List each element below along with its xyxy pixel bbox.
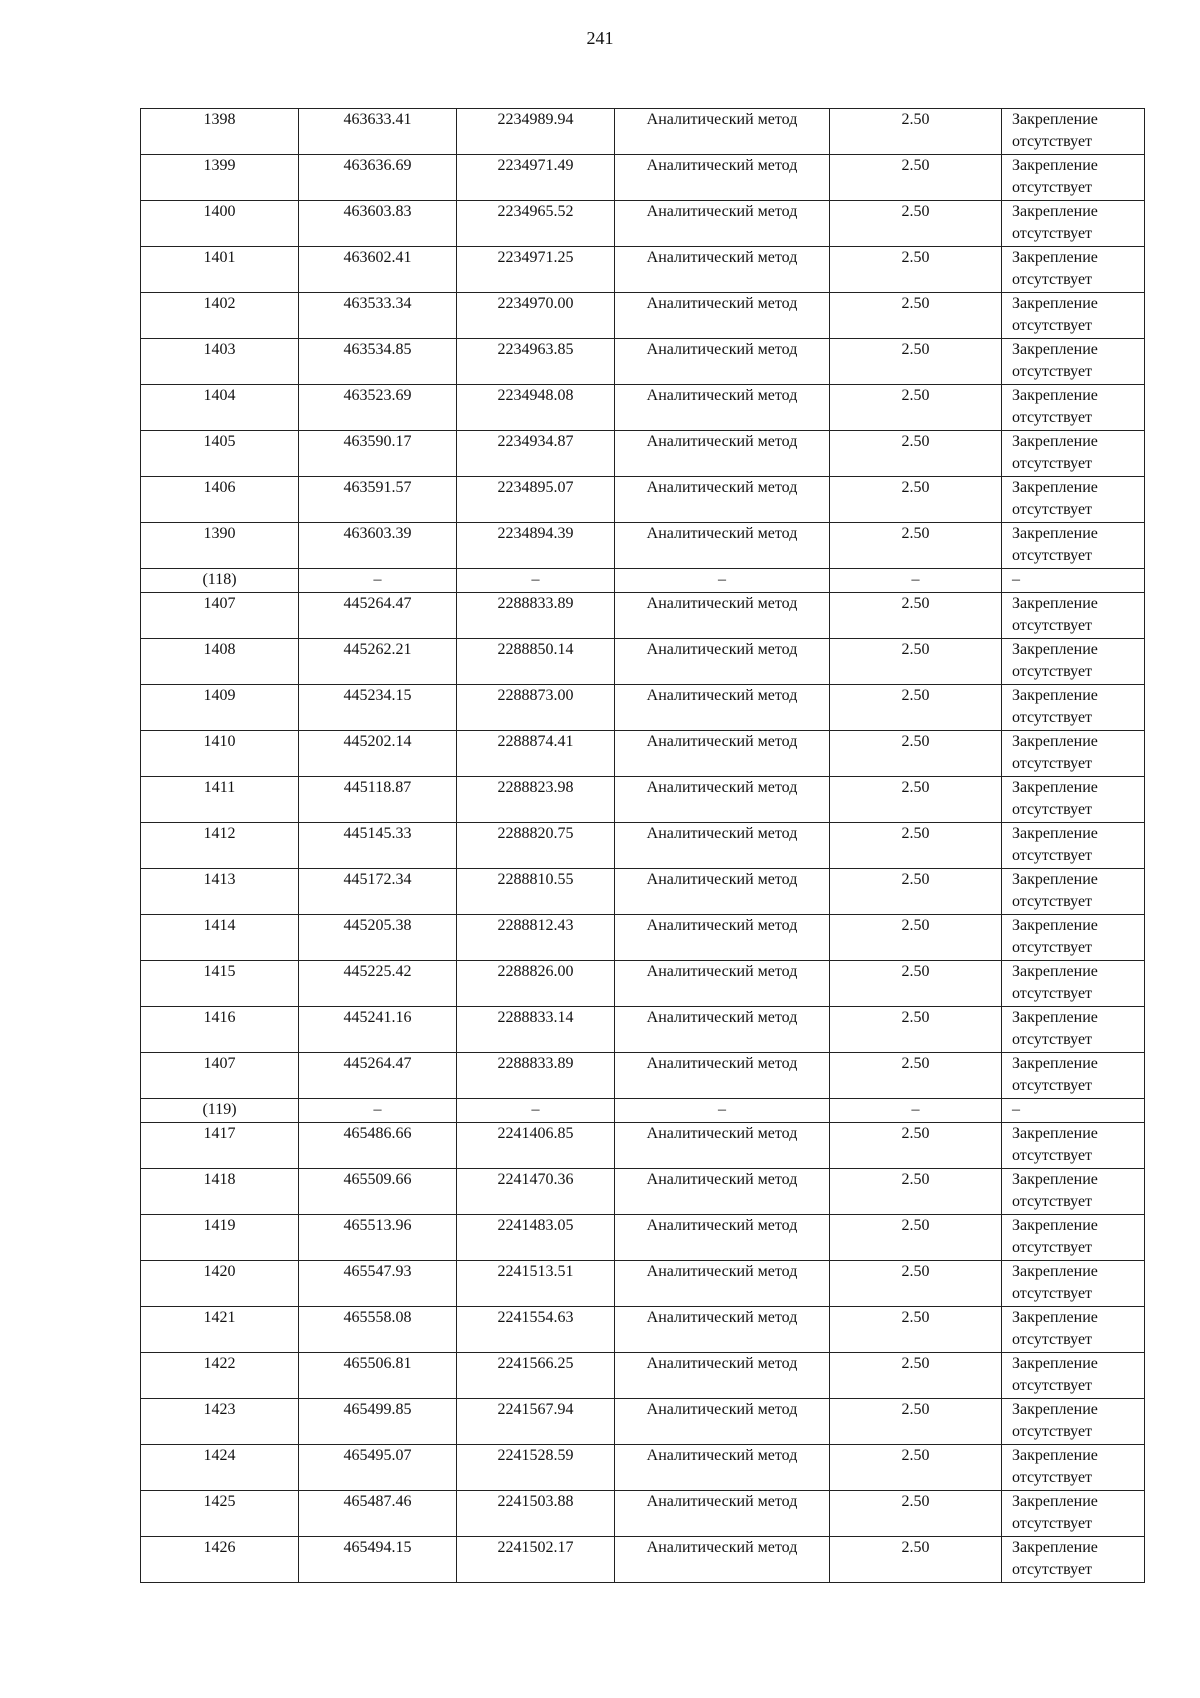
- precision-cell: 2.50: [830, 639, 1002, 685]
- y-coordinate-cell: 2234965.52: [457, 201, 615, 247]
- table-row: [141, 1169, 1145, 1215]
- fixation-line-1: Закрепление: [1012, 525, 1098, 542]
- precision-cell: 2.50: [830, 1169, 1002, 1215]
- method-cell: Аналитический метод: [615, 1261, 830, 1307]
- table-row: [141, 477, 1145, 523]
- method-cell: Аналитический метод: [615, 1169, 830, 1215]
- point-id-cell: 1413: [141, 869, 299, 915]
- fixation-line-2: отсутствует: [1012, 133, 1093, 150]
- fixation-line-2: отсутствует: [1012, 709, 1093, 726]
- method-cell: Аналитический метод: [615, 109, 830, 155]
- fixation-line-1: Закрепление: [1012, 433, 1098, 450]
- table-row: [141, 1307, 1145, 1353]
- x-coordinate-cell: 463591.57: [299, 477, 457, 523]
- separator-dash: –: [299, 1099, 457, 1123]
- fixation-cell: [1002, 915, 1145, 961]
- method-cell: Аналитический метод: [615, 1399, 830, 1445]
- point-id-cell: 1421: [141, 1307, 299, 1353]
- method-cell: Аналитический метод: [615, 731, 830, 777]
- table-row: [141, 685, 1145, 731]
- fixation-line-2: отсутствует: [1012, 179, 1093, 196]
- precision-cell: 2.50: [830, 523, 1002, 569]
- precision-cell: 2.50: [830, 823, 1002, 869]
- method-cell: Аналитический метод: [615, 915, 830, 961]
- fixation-line-2: отсутствует: [1012, 939, 1093, 956]
- point-id-cell: 1412: [141, 823, 299, 869]
- fixation-line-2: отсутствует: [1012, 1377, 1093, 1394]
- precision-cell: 2.50: [830, 961, 1002, 1007]
- fixation-line-1: Закрепление: [1012, 1401, 1098, 1418]
- table-row: [141, 1537, 1145, 1583]
- x-coordinate-cell: 465506.81: [299, 1353, 457, 1399]
- x-coordinate-cell: 445118.87: [299, 777, 457, 823]
- table-row: [141, 961, 1145, 1007]
- fixation-line-2: отсутствует: [1012, 1147, 1093, 1164]
- method-cell: Аналитический метод: [615, 777, 830, 823]
- y-coordinate-cell: 2234934.87: [457, 431, 615, 477]
- fixation-cell: [1002, 1307, 1145, 1353]
- fixation-cell: [1002, 1537, 1145, 1583]
- method-cell: Аналитический метод: [615, 523, 830, 569]
- separator-dash: –: [457, 1099, 615, 1123]
- y-coordinate-cell: 2234895.07: [457, 477, 615, 523]
- fixation-line-1: Закрепление: [1012, 1125, 1098, 1142]
- point-id-cell: 1411: [141, 777, 299, 823]
- table-row: [141, 1491, 1145, 1537]
- fixation-cell: [1002, 1353, 1145, 1399]
- fixation-line-1: Закрепление: [1012, 917, 1098, 934]
- fixation-line-1: Закрепление: [1012, 111, 1098, 128]
- fixation-line-1: Закрепление: [1012, 1217, 1098, 1234]
- y-coordinate-cell: 2241502.17: [457, 1537, 615, 1583]
- point-id-cell: 1415: [141, 961, 299, 1007]
- precision-cell: 2.50: [830, 1053, 1002, 1099]
- fixation-line-2: отсутствует: [1012, 1031, 1093, 1048]
- method-cell: Аналитический метод: [615, 593, 830, 639]
- fixation-line-1: Закрепление: [1012, 825, 1098, 842]
- x-coordinate-cell: 445262.21: [299, 639, 457, 685]
- fixation-cell: [1002, 109, 1145, 155]
- method-cell: Аналитический метод: [615, 869, 830, 915]
- fixation-line-2: отсутствует: [1012, 985, 1093, 1002]
- point-id-cell: 1422: [141, 1353, 299, 1399]
- x-coordinate-cell: 465487.46: [299, 1491, 457, 1537]
- table-row: [141, 523, 1145, 569]
- table-row: [141, 247, 1145, 293]
- table-row: [141, 1053, 1145, 1099]
- x-coordinate-cell: 445234.15: [299, 685, 457, 731]
- method-cell: Аналитический метод: [615, 823, 830, 869]
- precision-cell: 2.50: [830, 385, 1002, 431]
- x-coordinate-cell: 465495.07: [299, 1445, 457, 1491]
- method-cell: Аналитический метод: [615, 1445, 830, 1491]
- fixation-cell: [1002, 201, 1145, 247]
- separator-dash: –: [830, 1099, 1002, 1123]
- fixation-cell: [1002, 1123, 1145, 1169]
- fixation-cell: [1002, 1053, 1145, 1099]
- table-row: [141, 823, 1145, 869]
- fixation-line-2: отсутствует: [1012, 847, 1093, 864]
- y-coordinate-cell: 2241513.51: [457, 1261, 615, 1307]
- x-coordinate-cell: 465513.96: [299, 1215, 457, 1261]
- point-id-cell: 1408: [141, 639, 299, 685]
- fixation-line-1: Закрепление: [1012, 1355, 1098, 1372]
- x-coordinate-cell: 463523.69: [299, 385, 457, 431]
- precision-cell: 2.50: [830, 869, 1002, 915]
- fixation-cell: [1002, 961, 1145, 1007]
- fixation-cell: [1002, 1445, 1145, 1491]
- x-coordinate-cell: 445225.42: [299, 961, 457, 1007]
- method-cell: Аналитический метод: [615, 1215, 830, 1261]
- y-coordinate-cell: 2241470.36: [457, 1169, 615, 1215]
- precision-cell: 2.50: [830, 1399, 1002, 1445]
- precision-cell: 2.50: [830, 1445, 1002, 1491]
- x-coordinate-cell: 445205.38: [299, 915, 457, 961]
- fixation-line-1: Закрепление: [1012, 1263, 1098, 1280]
- y-coordinate-cell: 2241483.05: [457, 1215, 615, 1261]
- x-coordinate-cell: 463590.17: [299, 431, 457, 477]
- fixation-line-2: отсутствует: [1012, 755, 1093, 772]
- y-coordinate-cell: 2234894.39: [457, 523, 615, 569]
- page-number: 241: [586, 28, 614, 48]
- point-id-cell: 1410: [141, 731, 299, 777]
- y-coordinate-cell: 2241566.25: [457, 1353, 615, 1399]
- fixation-line-1: Закрепление: [1012, 963, 1098, 980]
- precision-cell: 2.50: [830, 201, 1002, 247]
- point-id-cell: 1398: [141, 109, 299, 155]
- fixation-line-2: отсутствует: [1012, 1561, 1093, 1578]
- section-label: (118): [141, 569, 299, 593]
- point-id-cell: 1414: [141, 915, 299, 961]
- fixation-line-2: отсутствует: [1012, 663, 1093, 680]
- precision-cell: 2.50: [830, 593, 1002, 639]
- fixation-line-2: отсутствует: [1012, 617, 1093, 634]
- method-cell: Аналитический метод: [615, 1491, 830, 1537]
- x-coordinate-cell: 465494.15: [299, 1537, 457, 1583]
- table-row: [141, 431, 1145, 477]
- method-cell: Аналитический метод: [615, 685, 830, 731]
- fixation-cell: [1002, 477, 1145, 523]
- precision-cell: 2.50: [830, 685, 1002, 731]
- method-cell: Аналитический метод: [615, 385, 830, 431]
- point-id-cell: 1407: [141, 593, 299, 639]
- y-coordinate-cell: 2234971.49: [457, 155, 615, 201]
- precision-cell: 2.50: [830, 477, 1002, 523]
- method-cell: Аналитический метод: [615, 1007, 830, 1053]
- fixation-cell: [1002, 731, 1145, 777]
- fixation-line-1: Закрепление: [1012, 1171, 1098, 1188]
- y-coordinate-cell: 2288833.14: [457, 1007, 615, 1053]
- section-separator-row: [141, 1099, 1145, 1123]
- method-cell: Аналитический метод: [615, 1123, 830, 1169]
- table-row: [141, 777, 1145, 823]
- y-coordinate-cell: 2288874.41: [457, 731, 615, 777]
- point-id-cell: 1406: [141, 477, 299, 523]
- table-row: [141, 639, 1145, 685]
- fixation-line-2: отсутствует: [1012, 547, 1093, 564]
- x-coordinate-cell: 445241.16: [299, 1007, 457, 1053]
- method-cell: Аналитический метод: [615, 293, 830, 339]
- point-id-cell: 1425: [141, 1491, 299, 1537]
- point-id-cell: 1409: [141, 685, 299, 731]
- x-coordinate-cell: 445264.47: [299, 1053, 457, 1099]
- fixation-line-1: Закрепление: [1012, 341, 1098, 358]
- y-coordinate-cell: 2234948.08: [457, 385, 615, 431]
- fixation-line-1: Закрепление: [1012, 479, 1098, 496]
- table-row: [141, 1261, 1145, 1307]
- fixation-cell: [1002, 1261, 1145, 1307]
- fixation-line-1: Закрепление: [1012, 779, 1098, 796]
- fixation-line-1: Закрепление: [1012, 387, 1098, 404]
- x-coordinate-cell: 465486.66: [299, 1123, 457, 1169]
- x-coordinate-cell: 445264.47: [299, 593, 457, 639]
- separator-dash: –: [1002, 1099, 1145, 1123]
- y-coordinate-cell: 2234970.00: [457, 293, 615, 339]
- separator-dash: –: [615, 569, 830, 593]
- fixation-cell: [1002, 1169, 1145, 1215]
- point-id-cell: 1401: [141, 247, 299, 293]
- method-cell: Аналитический метод: [615, 339, 830, 385]
- fixation-line-1: Закрепление: [1012, 871, 1098, 888]
- y-coordinate-cell: 2288850.14: [457, 639, 615, 685]
- section-label: (119): [141, 1099, 299, 1123]
- table-row: [141, 1399, 1145, 1445]
- y-coordinate-cell: 2241528.59: [457, 1445, 615, 1491]
- fixation-line-2: отсутствует: [1012, 363, 1093, 380]
- point-id-cell: 1423: [141, 1399, 299, 1445]
- point-id-cell: 1390: [141, 523, 299, 569]
- method-cell: Аналитический метод: [615, 1537, 830, 1583]
- fixation-cell: [1002, 1215, 1145, 1261]
- precision-cell: 2.50: [830, 1353, 1002, 1399]
- fixation-line-2: отсутствует: [1012, 1239, 1093, 1256]
- fixation-line-2: отсутствует: [1012, 801, 1093, 818]
- fixation-cell: [1002, 247, 1145, 293]
- precision-cell: 2.50: [830, 339, 1002, 385]
- fixation-cell: [1002, 1491, 1145, 1537]
- table-row: [141, 1007, 1145, 1053]
- separator-dash: –: [615, 1099, 830, 1123]
- precision-cell: 2.50: [830, 1307, 1002, 1353]
- point-id-cell: 1404: [141, 385, 299, 431]
- fixation-line-1: Закрепление: [1012, 641, 1098, 658]
- point-id-cell: 1426: [141, 1537, 299, 1583]
- x-coordinate-cell: 445172.34: [299, 869, 457, 915]
- point-id-cell: 1403: [141, 339, 299, 385]
- fixation-line-2: отсутствует: [1012, 501, 1093, 518]
- precision-cell: 2.50: [830, 915, 1002, 961]
- method-cell: Аналитический метод: [615, 639, 830, 685]
- method-cell: Аналитический метод: [615, 1353, 830, 1399]
- fixation-line-2: отсутствует: [1012, 1331, 1093, 1348]
- precision-cell: 2.50: [830, 1007, 1002, 1053]
- method-cell: Аналитический метод: [615, 1307, 830, 1353]
- fixation-line-2: отсутствует: [1012, 893, 1093, 910]
- fixation-line-2: отсутствует: [1012, 1469, 1093, 1486]
- fixation-line-2: отсутствует: [1012, 1077, 1093, 1094]
- table-row: [141, 293, 1145, 339]
- precision-cell: 2.50: [830, 1491, 1002, 1537]
- section-separator-row: [141, 569, 1145, 593]
- point-id-cell: 1400: [141, 201, 299, 247]
- point-id-cell: 1407: [141, 1053, 299, 1099]
- x-coordinate-cell: 465547.93: [299, 1261, 457, 1307]
- fixation-line-1: Закрепление: [1012, 1493, 1098, 1510]
- method-cell: Аналитический метод: [615, 431, 830, 477]
- point-id-cell: 1399: [141, 155, 299, 201]
- precision-cell: 2.50: [830, 109, 1002, 155]
- fixation-line-1: Закрепление: [1012, 203, 1098, 220]
- method-cell: Аналитический метод: [615, 961, 830, 1007]
- x-coordinate-cell: 463533.34: [299, 293, 457, 339]
- fixation-line-2: отсутствует: [1012, 271, 1093, 288]
- y-coordinate-cell: 2234971.25: [457, 247, 615, 293]
- fixation-line-1: Закрепление: [1012, 157, 1098, 174]
- point-id-cell: 1418: [141, 1169, 299, 1215]
- fixation-line-2: отсутствует: [1012, 1515, 1093, 1532]
- table-row: [141, 339, 1145, 385]
- fixation-cell: [1002, 385, 1145, 431]
- fixation-cell: [1002, 639, 1145, 685]
- table-row: [141, 1353, 1145, 1399]
- fixation-line-1: Закрепление: [1012, 1055, 1098, 1072]
- fixation-cell: [1002, 339, 1145, 385]
- fixation-line-1: Закрепление: [1012, 1447, 1098, 1464]
- fixation-line-1: Закрепление: [1012, 1539, 1098, 1556]
- precision-cell: 2.50: [830, 1261, 1002, 1307]
- y-coordinate-cell: 2234963.85: [457, 339, 615, 385]
- precision-cell: 2.50: [830, 731, 1002, 777]
- fixation-cell: [1002, 293, 1145, 339]
- table-row: [141, 201, 1145, 247]
- method-cell: Аналитический метод: [615, 201, 830, 247]
- x-coordinate-cell: 463603.39: [299, 523, 457, 569]
- point-id-cell: 1416: [141, 1007, 299, 1053]
- x-coordinate-cell: 465499.85: [299, 1399, 457, 1445]
- y-coordinate-cell: 2241503.88: [457, 1491, 615, 1537]
- y-coordinate-cell: 2288873.00: [457, 685, 615, 731]
- y-coordinate-cell: 2241554.63: [457, 1307, 615, 1353]
- fixation-line-1: Закрепление: [1012, 1009, 1098, 1026]
- fixation-line-1: Закрепление: [1012, 249, 1098, 266]
- fixation-cell: [1002, 869, 1145, 915]
- fixation-cell: [1002, 593, 1145, 639]
- x-coordinate-cell: 465558.08: [299, 1307, 457, 1353]
- point-id-cell: 1419: [141, 1215, 299, 1261]
- fixation-line-2: отсутствует: [1012, 225, 1093, 242]
- fixation-line-2: отсутствует: [1012, 1285, 1093, 1302]
- table-row: [141, 385, 1145, 431]
- coordinates-table: [140, 108, 1145, 1583]
- separator-dash: –: [1002, 569, 1145, 593]
- x-coordinate-cell: 463603.83: [299, 201, 457, 247]
- x-coordinate-cell: 463636.69: [299, 155, 457, 201]
- separator-dash: –: [457, 569, 615, 593]
- table-row: [141, 109, 1145, 155]
- precision-cell: 2.50: [830, 155, 1002, 201]
- y-coordinate-cell: 2288810.55: [457, 869, 615, 915]
- table-row: [141, 915, 1145, 961]
- table-row: [141, 593, 1145, 639]
- point-id-cell: 1417: [141, 1123, 299, 1169]
- fixation-line-2: отсутствует: [1012, 409, 1093, 426]
- fixation-line-1: Закрепление: [1012, 1309, 1098, 1326]
- coordinates-table-body: [141, 109, 1145, 1583]
- method-cell: Аналитический метод: [615, 1053, 830, 1099]
- x-coordinate-cell: 445145.33: [299, 823, 457, 869]
- precision-cell: 2.50: [830, 1123, 1002, 1169]
- x-coordinate-cell: 463633.41: [299, 109, 457, 155]
- y-coordinate-cell: 2241406.85: [457, 1123, 615, 1169]
- x-coordinate-cell: 445202.14: [299, 731, 457, 777]
- fixation-line-2: отсутствует: [1012, 1193, 1093, 1210]
- fixation-line-1: Закрепление: [1012, 733, 1098, 750]
- fixation-cell: [1002, 685, 1145, 731]
- table-row: [141, 731, 1145, 777]
- fixation-cell: [1002, 155, 1145, 201]
- fixation-cell: [1002, 823, 1145, 869]
- fixation-line-2: отсутствует: [1012, 1423, 1093, 1440]
- method-cell: Аналитический метод: [615, 155, 830, 201]
- precision-cell: 2.50: [830, 247, 1002, 293]
- fixation-cell: [1002, 431, 1145, 477]
- x-coordinate-cell: 465509.66: [299, 1169, 457, 1215]
- table-row: [141, 869, 1145, 915]
- separator-dash: –: [299, 569, 457, 593]
- x-coordinate-cell: 463534.85: [299, 339, 457, 385]
- fixation-line-1: Закрепление: [1012, 595, 1098, 612]
- point-id-cell: 1424: [141, 1445, 299, 1491]
- fixation-cell: [1002, 1399, 1145, 1445]
- y-coordinate-cell: 2288833.89: [457, 593, 615, 639]
- precision-cell: 2.50: [830, 293, 1002, 339]
- table-row: [141, 1445, 1145, 1491]
- table-row: [141, 1215, 1145, 1261]
- point-id-cell: 1402: [141, 293, 299, 339]
- point-id-cell: 1420: [141, 1261, 299, 1307]
- fixation-line-2: отсутствует: [1012, 455, 1093, 472]
- point-id-cell: 1405: [141, 431, 299, 477]
- fixation-line-1: Закрепление: [1012, 687, 1098, 704]
- fixation-line-2: отсутствует: [1012, 317, 1093, 334]
- x-coordinate-cell: 463602.41: [299, 247, 457, 293]
- fixation-cell: [1002, 777, 1145, 823]
- precision-cell: 2.50: [830, 1537, 1002, 1583]
- fixation-cell: [1002, 523, 1145, 569]
- y-coordinate-cell: 2234989.94: [457, 109, 615, 155]
- precision-cell: 2.50: [830, 777, 1002, 823]
- method-cell: Аналитический метод: [615, 477, 830, 523]
- y-coordinate-cell: 2288823.98: [457, 777, 615, 823]
- table-row: [141, 1123, 1145, 1169]
- precision-cell: 2.50: [830, 1215, 1002, 1261]
- method-cell: Аналитический метод: [615, 247, 830, 293]
- y-coordinate-cell: 2288812.43: [457, 915, 615, 961]
- y-coordinate-cell: 2241567.94: [457, 1399, 615, 1445]
- y-coordinate-cell: 2288826.00: [457, 961, 615, 1007]
- fixation-line-1: Закрепление: [1012, 295, 1098, 312]
- separator-dash: –: [830, 569, 1002, 593]
- fixation-cell: [1002, 1007, 1145, 1053]
- table-row: [141, 155, 1145, 201]
- y-coordinate-cell: 2288833.89: [457, 1053, 615, 1099]
- precision-cell: 2.50: [830, 431, 1002, 477]
- y-coordinate-cell: 2288820.75: [457, 823, 615, 869]
